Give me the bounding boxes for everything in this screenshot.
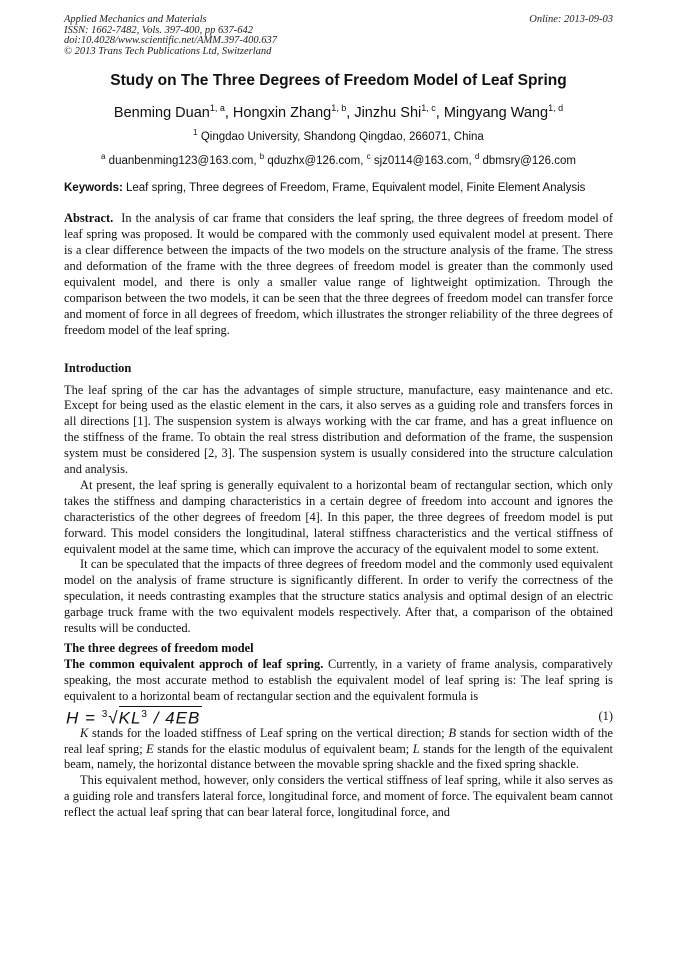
doi: doi:10.4028/www.scientific.net/AMM.397-400.637 xyxy=(64,35,277,47)
var-desc: stands for the length of the equivalent beam, namely, the horizontal distance between the movable spring shackle and the fixed spring shackle. xyxy=(64,741,613,772)
var-l: L xyxy=(130,708,142,728)
online-date: Online: 2013-09-03 xyxy=(529,14,613,25)
email-sup: b xyxy=(259,152,265,162)
equation-1 xyxy=(64,706,613,726)
slash: / xyxy=(153,708,160,728)
paragraph: This equivalent method, however, only considers the vertical stiffness of leaf spring, while it also serves as a guiding role and transfers lateral force, longitudinal force, and moment of force. The equivalent beam cannot reflect the actual leaf spring that can bear lateral force, longitudinal force, and xyxy=(64,773,613,820)
denominator: 4EB xyxy=(165,708,201,728)
journal-header xyxy=(64,15,613,57)
var-desc: stands for the loaded stiffness of Leaf spring on the vertical direction; xyxy=(88,725,449,740)
var-desc: stands for section width of the real leaf spring; xyxy=(64,725,613,756)
email-link[interactable]: duanbenming123@163.com xyxy=(108,154,254,167)
keywords-label: Keywords: xyxy=(64,181,123,194)
var-desc: stands for the elastic modulus of equivalent beam; xyxy=(153,741,413,756)
issn: ISSN: 1662-7482, Vols. 397-400, pp 637-642 xyxy=(64,24,253,36)
paragraph: It can be speculated that the impacts of three degrees of freedom model and the commonly used equivalent model on the analysis of frame structure is significantly different. In order to verify the correctness of the speculation, it needs contrasting examples that the structure statics analysis and optimal design of an electric garbage truck frame with the two equivalent models respectively. After that, a comparison of the obtained results will be conducted. xyxy=(64,557,613,636)
author-name: Mingyang Wang xyxy=(443,105,549,122)
paper-title: Study on The Three Degrees of Freedom Model of Leaf Spring xyxy=(110,72,567,90)
three-dof-section xyxy=(64,641,613,821)
keywords xyxy=(64,181,613,197)
abstract-label: Abstract. xyxy=(64,211,114,226)
author-list: Benming Duan$^{1, a}$, Hongxin Zhang$^{1, b}$, Jinzhu Shi$^{1, c}$, Mingyang Wang$^{1, d}$ xyxy=(113,103,564,122)
copyright: © 2013 Trans Tech Publications Ltd, Switzerland xyxy=(64,45,272,57)
author-sup: 1, b xyxy=(331,103,347,114)
introduction-heading: Introduction xyxy=(64,360,132,375)
abstract-text: In the analysis of car frame that considers the leaf spring, the three degrees of freedom model of leaf spring was proposed. It would be compared with the commonly used equivalent model at present. There is a clear difference between the impacts of the two models on the structure analysis of the frame. The stress and deformation of the frame with the three degrees of freedom model is greater than the commonly used equivalent model, and there is only a smaller value range of lightweight optimization. Through the comparison between the two models, it can be seen that the three degrees of freedom model can transfer force and moment of force in all degrees of freedom, which illustrates the stronger reliability of the three degrees of freedom model of the leaf spring. xyxy=(64,211,613,337)
radical-sign: √ xyxy=(108,708,119,728)
root-index: 3 xyxy=(101,708,109,720)
introduction-section xyxy=(64,361,613,637)
radicand xyxy=(119,706,203,727)
power: 3 xyxy=(141,708,148,720)
paragraph xyxy=(64,657,613,705)
author-name: Benming Duan xyxy=(113,105,210,122)
abstract xyxy=(64,211,613,338)
var-symbol: K xyxy=(80,725,89,740)
paper-page xyxy=(64,15,613,821)
paragraph: The leaf spring of the car has the advantages of simple structure, manufacture, easy maintenance and etc. Except for being used as the elastic element in the cars, it also serves as a guiding role and transfers forces in all directions [1]. The suspension system is always working with the car frame, and has a great influence on the stiffness of the frame. To obtain the real stress distribution and deformation of the frame, the suspension system must be considered [2, 3]. The suspension system is usually considered into the structure calculation and analysis. xyxy=(64,382,613,477)
email-sup: c xyxy=(366,152,371,162)
var-k: K xyxy=(118,708,131,728)
affiliation-text: Qingdao University, Shandong Qingdao, 266071, China xyxy=(200,131,484,144)
subheading: The common equivalent approch of leaf spring. xyxy=(64,656,324,671)
email-sup: d xyxy=(474,152,480,162)
equation-number: (1) xyxy=(598,708,613,723)
paragraph-text: Currently, in a variety of frame analysis, comparatively speaking, the most accurate method to establish the equivalent model of leaf spring is: The leaf spring is equivalent to a horizontal beam of rectangular section and the equivalent formula is xyxy=(64,656,613,703)
author-name: Jinzhu Shi xyxy=(354,105,422,122)
three-dof-heading: The three degrees of freedom model xyxy=(64,641,254,656)
formula-equals: = xyxy=(85,708,96,728)
author-sup: 1, d xyxy=(548,103,564,114)
email-sup: a xyxy=(101,152,106,162)
author-sup: 1, c xyxy=(421,103,436,114)
journal-name: Applied Mechanics and Materials xyxy=(64,14,207,25)
formula-expression xyxy=(66,706,202,727)
var-symbol: E xyxy=(146,741,154,756)
affiliation xyxy=(64,128,613,143)
email-list: $^a$ duanbenming123@163.com, $^b$ qduzhx@126.com, $^c$ sjz0114@163.com, $^d$ dbmsry@126.com xyxy=(101,152,576,167)
email-link[interactable]: dbmsry@126.com xyxy=(482,154,576,167)
author-name: Hongxin Zhang xyxy=(232,105,332,122)
email-link[interactable]: qduzhx@126.com xyxy=(267,154,361,167)
affiliation-sup: 1 xyxy=(193,128,198,138)
keywords-text: Leaf spring, Three degrees of Freedom, Frame, Equivalent model, Finite Element Analysis xyxy=(126,181,586,194)
paragraph: At present, the leaf spring is generally equivalent to a horizontal beam of rectangular section, which only takes the stiffness and damping characteristics in a certain degree of freedom into account and ignores the characteristics of the other degrees of freedom [4]. In this paper, the three degrees of freedom model is put forward. This model considers the longitudinal, lateral stiffness characteristics and the vertical stiffness of equivalent model at the same time, which can improve the accuracy of the equivalent model to some extent. xyxy=(64,477,613,556)
var-symbol: B xyxy=(448,725,457,740)
var-symbol: L xyxy=(412,741,420,756)
email-link[interactable]: sjz0114@163.com xyxy=(373,154,469,167)
formula-lhs: H xyxy=(66,708,80,728)
author-sup: 1, a xyxy=(209,103,225,114)
paragraph xyxy=(64,726,613,774)
